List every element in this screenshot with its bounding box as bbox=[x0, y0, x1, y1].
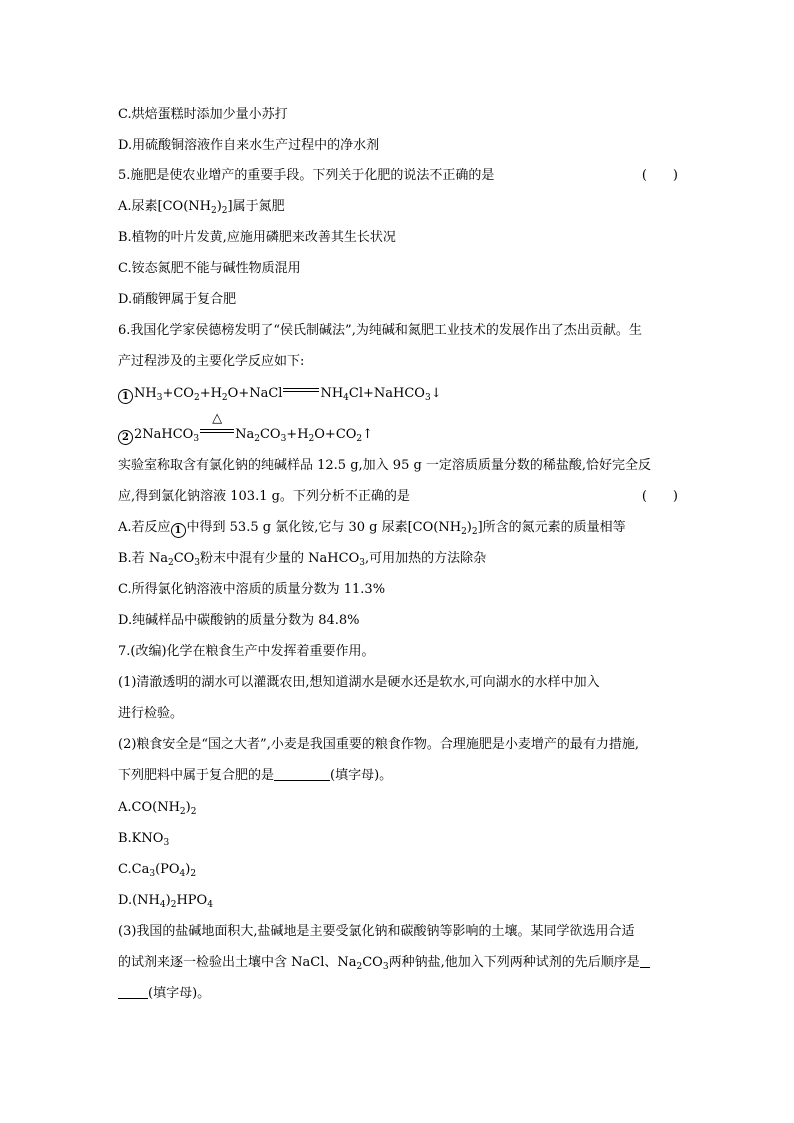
answer-blank[interactable] bbox=[640, 955, 650, 968]
question-7-part1-line1: (1)清澈透明的湖水可以灌溉农田,想知道湖水是硬水还是软水,可向湖水的水样中加入 bbox=[118, 675, 600, 690]
question-6-stem-line1: 6.我国化学家侯德榜发明了“侯氏制碱法”,为纯碱和氮肥工业技术的发展作出了杰出贡献。生 bbox=[118, 323, 642, 338]
reaction-2: 2 2NaHCO$_3$ △ $Na_2CO_3+H_2O+CO_2↑$ bbox=[118, 427, 678, 445]
option-a-q6: A.若反应 1 中得到 53.5 g 氯化铵,它与 30 g 尿素$[CO(NH_2)_2]$所含的氮元素的质量相等 bbox=[118, 520, 626, 537]
question-7-part2-line2: 下列肥料中属于复合肥的是 (填字母)。 bbox=[118, 768, 393, 783]
answer-bracket: ( ) bbox=[641, 168, 678, 183]
answer-bracket: ( ) bbox=[641, 489, 678, 504]
answer-blank[interactable] bbox=[274, 768, 330, 781]
option-c-q5: C.铵态氮肥不能与碱性物质混用 bbox=[118, 261, 301, 276]
heating-equals-sign bbox=[200, 411, 234, 437]
heat-condition: △ bbox=[212, 411, 223, 426]
question-6-text-line2: 应,得到氯化钠溶液 103.1 g。下列分析不正确的是 ( ) bbox=[118, 489, 678, 504]
question-7-part3-line3: (填字母)。 bbox=[118, 986, 678, 1002]
question-7-stem: 7.(改编)化学在粮食生产中发挥着重要作用。 bbox=[118, 644, 375, 659]
option-c-q7: $C.Ca_3(PO_4)_2$ bbox=[118, 862, 197, 879]
circled-number-1: 1 bbox=[171, 523, 186, 538]
question-7-part1-line2: 进行检验。 bbox=[118, 706, 184, 721]
question-6-stem-line2: 产过程涉及的主要化学反应如下: bbox=[118, 354, 305, 369]
circled-number-1: 1 bbox=[118, 389, 133, 404]
option-d-q4: D.用硫酸铜溶液作自来水生产过程中的净水剂 bbox=[118, 138, 380, 153]
reaction-1: 1 $NH_3+CO_2+H_2O+NaCl$ $NH_4Cl+NaHCO_3↓$ bbox=[118, 386, 678, 404]
option-d-q5: D.硝酸钾属于复合肥 bbox=[118, 292, 237, 307]
option-d-q7: $D.(NH_4)_2HPO_4$ bbox=[118, 893, 213, 910]
question-7-part2-line1: (2)粮食安全是“国之大者”,小麦是我国重要的粮食作物。合理施肥是小麦增产的最有力措施, bbox=[118, 737, 639, 752]
option-d-q6: D.纯碱样品中碳酸钠的质量分数为 84.8% bbox=[118, 613, 360, 628]
question-7-part3-line2: 的试剂来逐一检验出土壤中含 NaCl、$Na_2CO_3$两种钠盐,他加入下列两种试剂的先后顺序是 bbox=[118, 955, 678, 971]
question-7-part3-line1: (3)我国的盐碱地面积大,盐碱地是主要受氯化钠和碳酸钠等影响的土壤。某同学欲选用合适 bbox=[118, 924, 635, 939]
answer-blank-continued[interactable] bbox=[118, 986, 148, 999]
equals-sign bbox=[283, 386, 319, 396]
option-b-q5: B.植物的叶片发黄,应施用磷肥来改善其生长状况 bbox=[118, 230, 396, 245]
question-5-stem: 5.施肥是使农业增产的重要手段。下列关于化肥的说法不正确的是 ( ) bbox=[118, 168, 678, 183]
option-c-q6: C.所得氯化钠溶液中溶质的质量分数为 11.3% bbox=[118, 582, 386, 597]
option-a-q7: $A.CO(NH_2)_2$ bbox=[118, 800, 197, 817]
option-b-q7: $B.KNO_3$ bbox=[118, 831, 170, 848]
option-b-q6: B.若 $Na_2CO_3$粉末中混有少量的 NaHCO$_3$,可用加热的方法除杂 bbox=[118, 551, 487, 568]
question-6-text-line1: 实验室称取含有氯化钠的纯碱样品 12.5 g,加入 95 g 一定溶质质量分数的稀盐酸,恰好完全反 bbox=[118, 458, 652, 473]
option-c-q4: C.烘焙蛋糕时添加少量小苏打 bbox=[118, 107, 288, 122]
circled-number-2: 2 bbox=[118, 430, 133, 445]
option-a-q5: A.尿素$[CO(NH_2)_2]$属于氮肥 bbox=[118, 199, 285, 216]
